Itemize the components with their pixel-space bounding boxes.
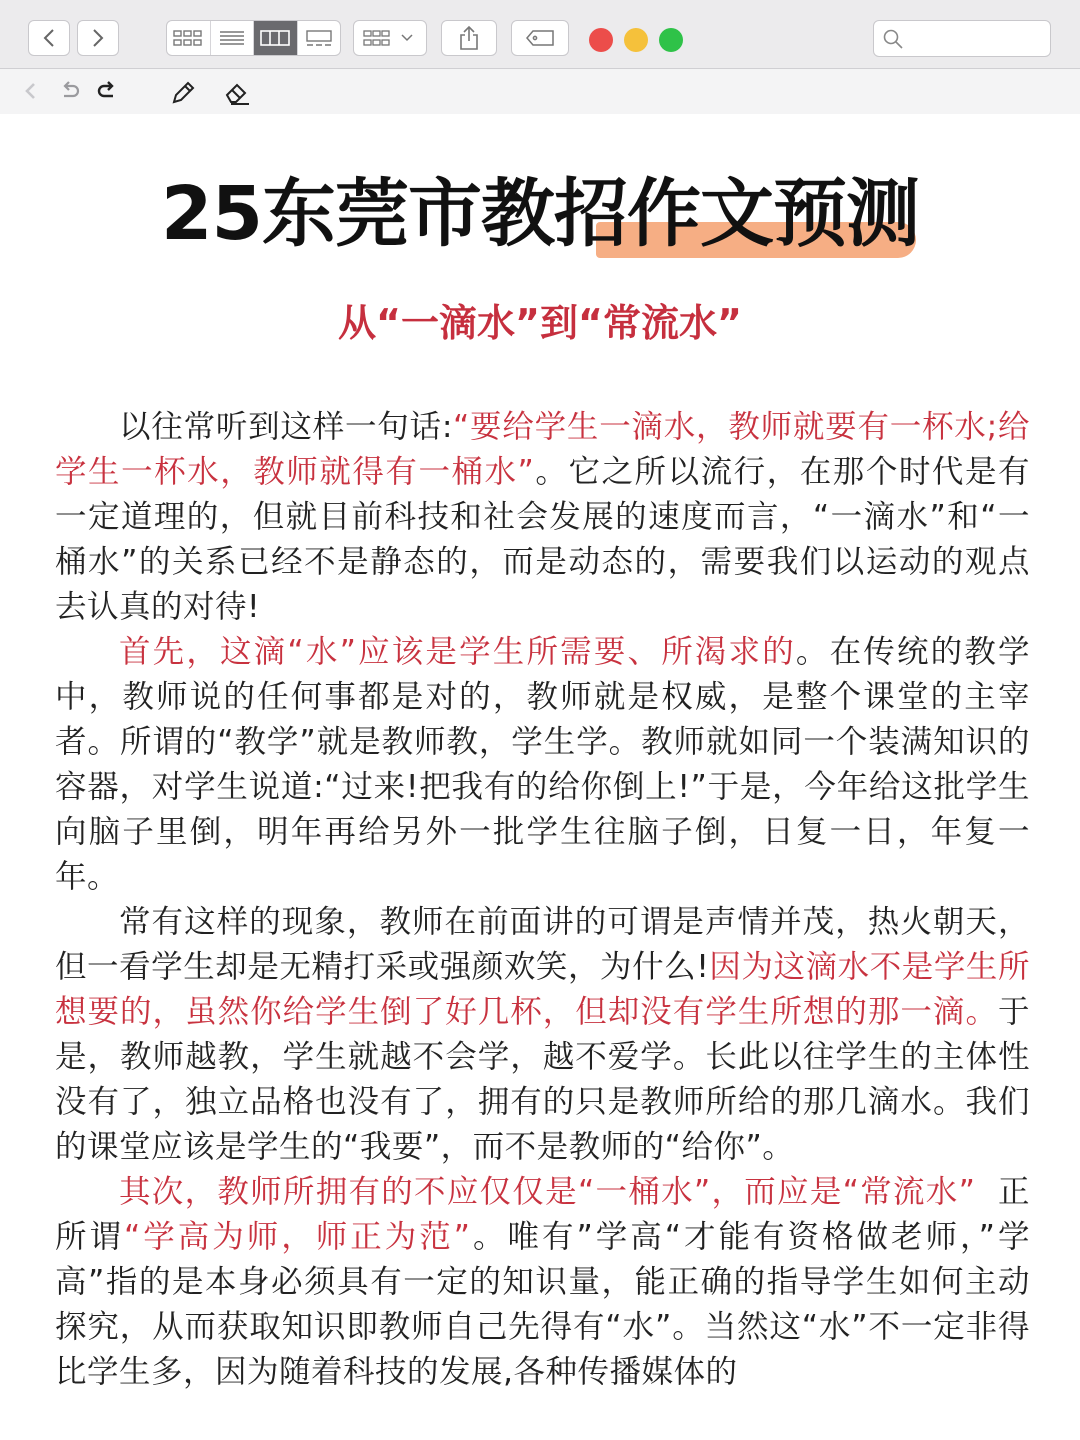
paragraph-2-body: 。在传统的教学中，教师说的任何事都是对的，教师就是权威，是整个课堂的主宰者。所谓的“教学”就是教师教，学生学。教师就如同一个装满知识的容器，对学生说道:“过来!把我有的给你倒上!”于是，今年给这批学生向脑子里倒，明年再给另外一批学生往脑子倒，日复一日，年复一年。 <box>55 634 1030 895</box>
edit-toolbar <box>0 69 1080 114</box>
paragraph-1-intro: 以往常听到这样一句话: <box>119 409 453 445</box>
paragraph-4-body: 。唯有”学高“才能有资格做老师，”学高”指的是本身必须具有一定的知识量，能正确的指导学生如何主动探究，从而获取知识即教师自己先得有“水”。当然这“水”不一定非得比学生多，因为随着科技的发展,各种传播媒体的 <box>55 1219 1030 1390</box>
pencil-icon[interactable] <box>170 80 196 106</box>
grid-view-icon <box>173 29 203 47</box>
paragraph-3-intro: 常有这样的现象，教师在前面讲的可谓是声情并茂，热火朝天，但一看学生却是无精打采或强颜欢笑，为什么! <box>55 904 1030 985</box>
group-button[interactable] <box>353 20 427 56</box>
paragraph-4-quote: “学高为师，师正为范” <box>123 1219 471 1255</box>
forward-button[interactable] <box>77 20 119 56</box>
grid-view-button[interactable] <box>167 21 211 55</box>
gallery-view-button[interactable] <box>298 21 341 55</box>
tag-button[interactable] <box>511 20 569 56</box>
column-view-icon <box>260 29 290 47</box>
back-button[interactable] <box>28 20 70 56</box>
paragraph-1-body: 。它之所以流行，在那个时代是有一定道理的，但就目前科技和社会发展的速度而言，“一滴水”和“一桶水”的关系已经不是静态的，而是动态的，需要我们以运动的观点去认真的对待! <box>55 454 1030 625</box>
paragraph-1-quote: “要给学生一滴水，教师就要有一杯水;给学生一杯水，教师就得有一桶水” <box>55 409 1030 490</box>
paragraph-1 <box>55 405 1030 630</box>
paragraph-3-body: 于是，教师越教，学生就越不会学，越不爱学。长此以往学生的主体性没有了，独立品格也没有了，拥有的只是教师所给的那几滴水。我们的课堂应该是学生的“我要”，而不是教师的“给你”。 <box>55 994 1030 1165</box>
zoom-window-button[interactable] <box>659 28 683 52</box>
window-toolbar <box>0 0 1080 69</box>
share-icon <box>458 25 480 51</box>
tag-icon <box>525 29 555 47</box>
minimize-window-button[interactable] <box>624 28 648 52</box>
group-icon <box>362 29 418 47</box>
gallery-view-icon <box>304 29 334 47</box>
page-title: 25东莞市教招作文预测 <box>161 171 919 257</box>
paragraph-2 <box>55 630 1030 900</box>
eraser-icon[interactable] <box>223 80 251 106</box>
search-icon <box>882 28 904 50</box>
paragraph-2-lead: 首先，这滴“水”应该是学生所需要、所渴求的 <box>119 634 796 670</box>
column-view-button[interactable] <box>254 21 298 55</box>
page-subtitle: 从“一滴水”到“常流水” <box>338 301 742 345</box>
share-button[interactable] <box>441 20 497 56</box>
paragraph-4-lead: 其次，教师所拥有的不应仅仅是“一桶水”，而应是“常流水” <box>119 1174 976 1210</box>
paragraph-4-connector: 正所谓 <box>55 1174 1030 1255</box>
redo-icon[interactable] <box>95 80 119 102</box>
list-view-button[interactable] <box>211 21 255 55</box>
undo-icon[interactable] <box>58 80 82 102</box>
paragraph-3-highlight: 因为这滴水不是学生所想要的，虽然你给学生倒了好几杯，但却没有学生所想的那一滴。 <box>55 949 1030 1030</box>
view-mode-segmented-control <box>166 20 341 56</box>
paragraph-4 <box>55 1170 1030 1395</box>
back-icon[interactable] <box>22 80 40 102</box>
list-view-icon <box>219 29 245 47</box>
search-field[interactable] <box>873 20 1051 57</box>
close-window-button[interactable] <box>589 28 613 52</box>
chevron-right-icon <box>91 28 105 48</box>
paragraph-3 <box>55 900 1030 1170</box>
chevron-left-icon <box>42 28 56 48</box>
